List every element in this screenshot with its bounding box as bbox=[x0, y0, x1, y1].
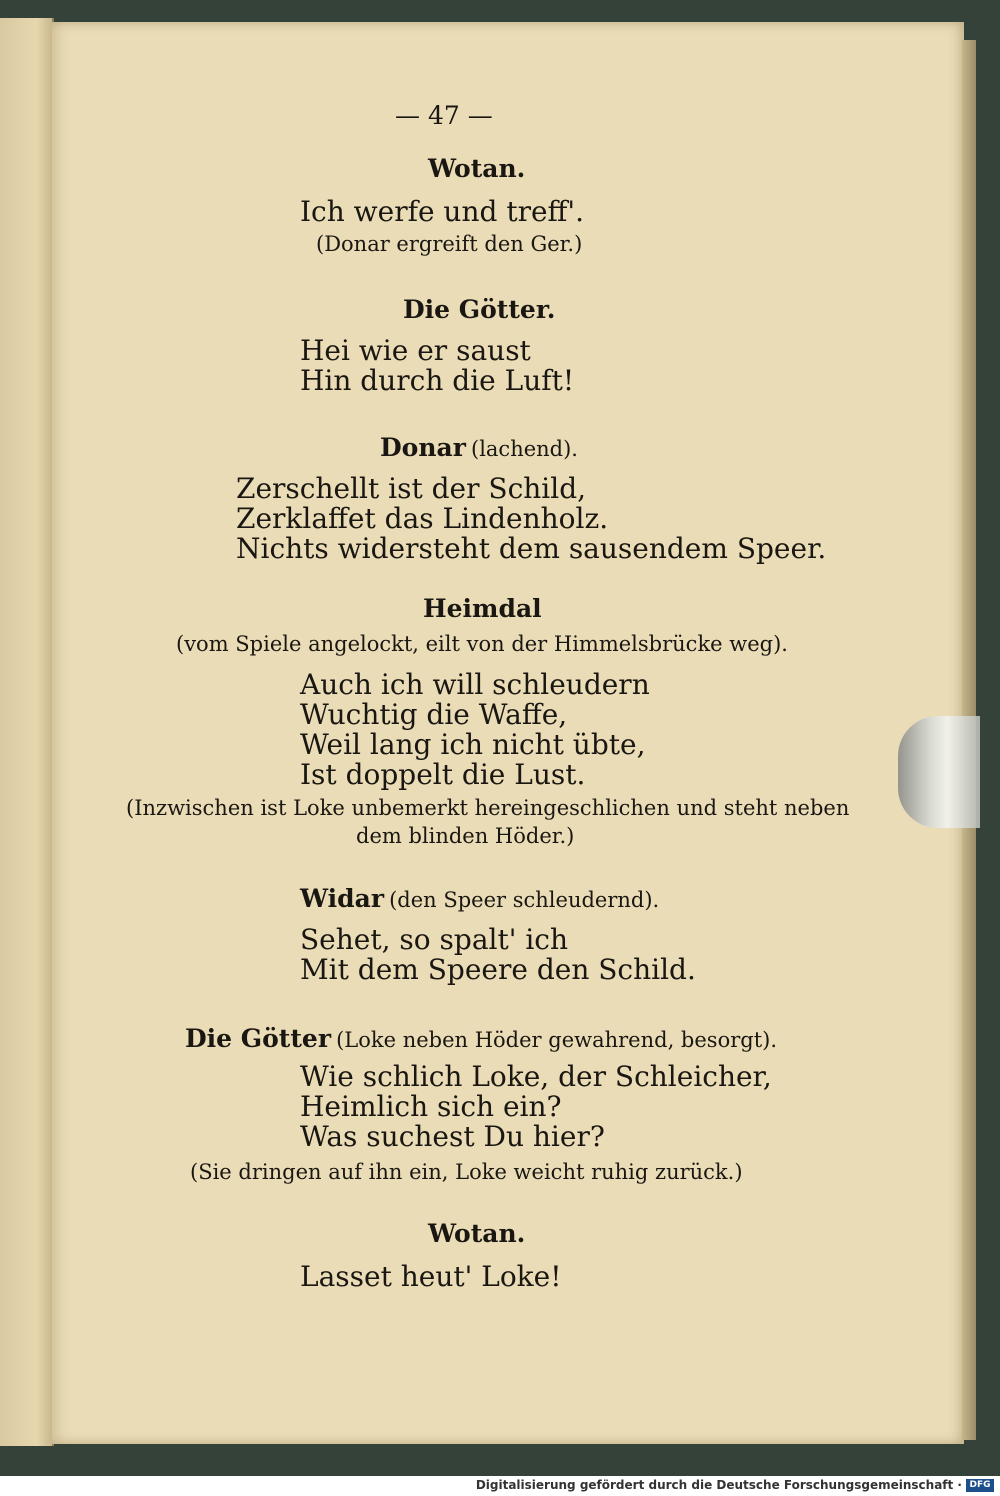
verse-line: Wie schlich Loke, der Schleicher, bbox=[300, 1060, 772, 1093]
verse-line: Zerklaffet das Lindenholz. bbox=[236, 502, 609, 535]
speaker-name: Widar bbox=[300, 884, 384, 913]
speaker-name: Wotan. bbox=[428, 154, 526, 183]
stage-direction: (Sie dringen auf ihn ein, Loke weicht ruhig zurück.) bbox=[190, 1160, 743, 1184]
stage-direction: (lachend). bbox=[471, 437, 578, 461]
verse-line: Weil lang ich nicht übte, bbox=[300, 728, 646, 761]
stage-direction: (Inzwischen ist Loke unbemerkt hereingeschlichen und steht neben bbox=[126, 796, 850, 820]
stage-direction: (den Speer schleudernd). bbox=[389, 888, 660, 912]
speaker-line bbox=[185, 1024, 777, 1053]
verse-line: Lasset heut' Loke! bbox=[300, 1260, 562, 1293]
verse-line: Auch ich will schleudern bbox=[300, 668, 650, 701]
left-page-edge bbox=[0, 18, 54, 1446]
verse-line: Ist doppelt die Lust. bbox=[300, 758, 586, 791]
dfg-logo: DFG bbox=[966, 1479, 994, 1492]
verse-line: Was suchest Du hier? bbox=[300, 1120, 605, 1153]
footer-bar bbox=[0, 1476, 1000, 1496]
verse-line: Nichts widersteht dem sausendem Speer. bbox=[236, 532, 827, 565]
speaker-line bbox=[300, 884, 659, 913]
speaker-name: Wotan. bbox=[428, 1219, 526, 1248]
speaker-name: Die Götter. bbox=[403, 295, 556, 324]
stage-direction: (Donar ergreift den Ger.) bbox=[316, 232, 583, 256]
verse-line: Zerschellt ist der Schild, bbox=[236, 472, 587, 505]
verse-line: Heimlich sich ein? bbox=[300, 1090, 562, 1123]
stage-direction: dem blinden Höder.) bbox=[356, 824, 575, 848]
page-number: — 47 — bbox=[395, 101, 493, 130]
verse-line: Sehet, so spalt' ich bbox=[300, 923, 568, 956]
speaker-name: Heimdal bbox=[423, 594, 542, 623]
verse-line: Ich werfe und treff'. bbox=[300, 195, 585, 228]
page-clip bbox=[898, 716, 980, 828]
verse-line: Hei wie er saust bbox=[300, 334, 531, 367]
verse-line: Mit dem Speere den Schild. bbox=[300, 953, 696, 986]
verse-line: Wuchtig die Waffe, bbox=[300, 698, 568, 731]
verse-line: Hin durch die Luft! bbox=[300, 364, 575, 397]
funding-credit: Digitalisierung gefördert durch die Deutsche Forschungsgemeinschaft · bbox=[475, 1478, 962, 1492]
speaker-name: Donar bbox=[380, 433, 466, 462]
speaker-line bbox=[380, 433, 578, 462]
speaker-name: Die Götter bbox=[185, 1024, 331, 1053]
stage-direction: (Loke neben Höder gewahrend, besorgt). bbox=[336, 1028, 778, 1052]
stage-direction: (vom Spiele angelockt, eilt von der Himmelsbrücke weg). bbox=[176, 632, 788, 656]
